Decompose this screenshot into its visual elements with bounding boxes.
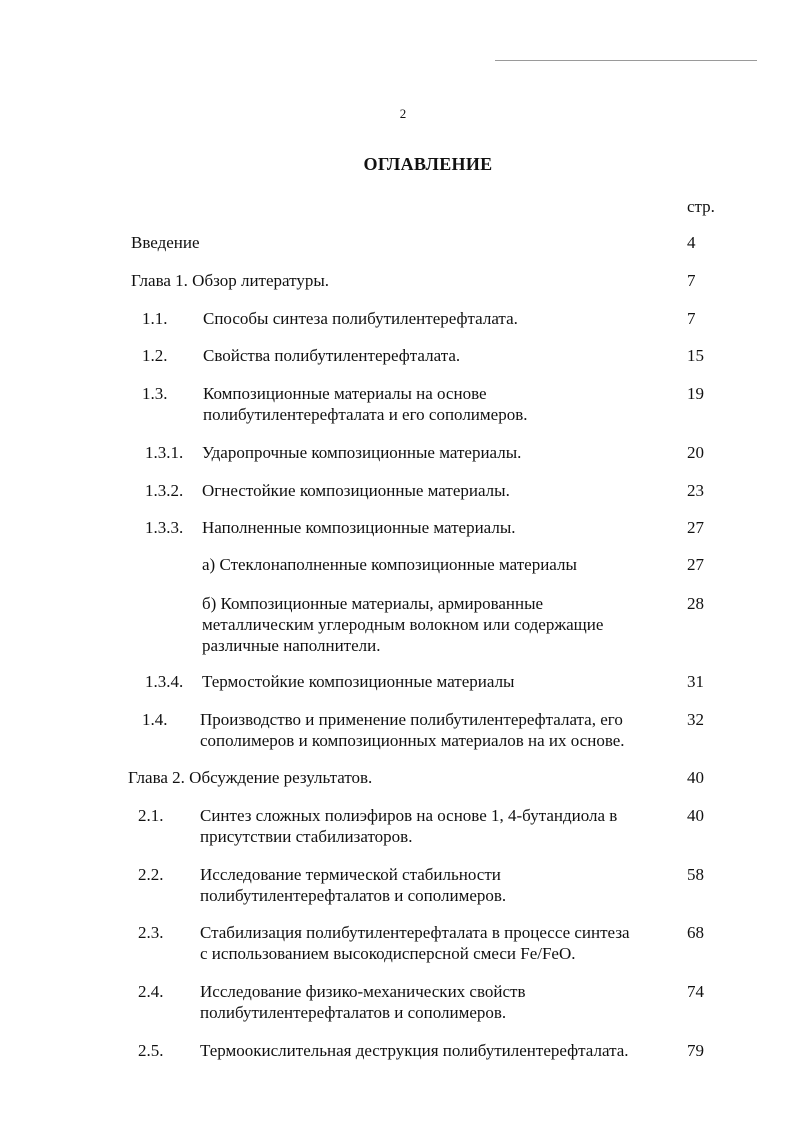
toc-entry-text: Глава 2. Обсуждение результатов. — [128, 768, 373, 787]
toc-entry-text: Глава 1. Обзор литературы. — [131, 271, 330, 290]
toc-entry-text-line-2: сополимеров и композиционных материалов на их основе. — [200, 731, 625, 750]
toc-entry-number: 2.5. — [138, 1041, 164, 1060]
toc-entry-text: Синтез сложных полиэфиров на основе 1, 4-бутандиола в — [200, 806, 618, 825]
toc-entry-page: 32 — [687, 710, 704, 729]
toc-entry-number: 1.3. — [142, 384, 168, 403]
toc-entry-text: Композиционные материалы на основе — [203, 384, 487, 403]
toc-entry-page: 7 — [687, 271, 696, 290]
toc-entry-page: 19 — [687, 384, 704, 403]
toc-entry-page: 40 — [687, 768, 704, 787]
toc-entry-text-line-2: с использованием высокодисперсной смеси Fe/FeO. — [200, 944, 576, 963]
toc-entry-number: 1.3.3. — [145, 518, 184, 537]
toc-entry-page: 74 — [687, 982, 704, 1001]
toc-entry-text-line-2: присутствии стабилизаторов. — [200, 827, 413, 846]
toc-entry-number: 1.3.4. — [145, 672, 184, 691]
toc-entry-number: 2.4. — [138, 982, 164, 1001]
toc-entry-text: Производство и применение полибутилентерефталата, его — [200, 710, 623, 729]
toc-entry-number: 2.1. — [138, 806, 164, 825]
toc-entry-text: Стабилизация полибутилентерефталата в процессе синтеза — [200, 923, 630, 942]
toc-entry-number: 2.3. — [138, 923, 164, 942]
toc-entry-text: Исследование термической стабильности — [200, 865, 501, 884]
toc-entry-page: 4 — [687, 233, 696, 252]
toc-entry-text: Способы синтеза полибутилентерефталата. — [203, 309, 518, 328]
toc-entry-page: 68 — [687, 923, 704, 942]
toc-entry-page: 79 — [687, 1041, 704, 1060]
page-number: 2 — [399, 106, 407, 121]
toc-entry-text: Термостойкие композиционные материалы — [202, 672, 515, 691]
toc-entry-number: 1.1. — [142, 309, 168, 328]
toc-entry-text: а) Стеклонаполненные композиционные материалы — [202, 555, 577, 574]
toc-entry-page: 23 — [687, 481, 704, 500]
toc-entry-text: б) Композиционные материалы, армированные — [202, 594, 544, 613]
toc-entry-number: 1.3.2. — [145, 481, 184, 500]
toc-entry-text-line-2: полибутилентерефталатов и сополимеров. — [200, 886, 507, 905]
toc-entry-text-line-2: полибутилентерефталатов и сополимеров. — [200, 1003, 507, 1022]
page-title: ОГЛАВЛЕНИЕ — [363, 154, 493, 174]
toc-entry-text: Огнестойкие композиционные материалы. — [202, 481, 510, 500]
toc-entry-text-line-2: металлическим углеродным волокном или содержащие — [202, 615, 604, 634]
toc-entry-text: Ударопрочные композиционные материалы. — [202, 443, 522, 462]
toc-entry-number: 1.4. — [142, 710, 168, 729]
toc-entry-text: Исследование физико-механических свойств — [200, 982, 526, 1001]
toc-entry-page: 27 — [687, 518, 704, 537]
toc-entry-page: 15 — [687, 346, 704, 365]
toc-entry-text: Наполненные композиционные материалы. — [202, 518, 516, 537]
toc-entry-page: 20 — [687, 443, 704, 462]
toc-entry-text-line-3: различные наполнители. — [202, 636, 381, 655]
toc-entry-page: 40 — [687, 806, 704, 825]
toc-entry-number: 1.3.1. — [145, 443, 184, 462]
toc-entry-page: 58 — [687, 865, 704, 884]
toc-entry-page: 27 — [687, 555, 704, 574]
page-column-label: стр. — [687, 197, 715, 216]
toc-entry-text: Введение — [131, 233, 200, 252]
toc-entry-text: Свойства полибутилентерефталата. — [203, 346, 461, 365]
toc-entry-text: Термоокислительная деструкция полибутилентерефталата. — [200, 1041, 629, 1060]
toc-entry-number: 1.2. — [142, 346, 168, 365]
scan-artifact-line — [495, 60, 757, 61]
toc-entry-number: 2.2. — [138, 865, 164, 884]
toc-entry-page: 28 — [687, 594, 704, 613]
toc-entry-text-line-2: полибутилентерефталата и его сополимеров. — [203, 405, 528, 424]
toc-entry-page: 31 — [687, 672, 704, 691]
toc-entry-page: 7 — [687, 309, 696, 328]
